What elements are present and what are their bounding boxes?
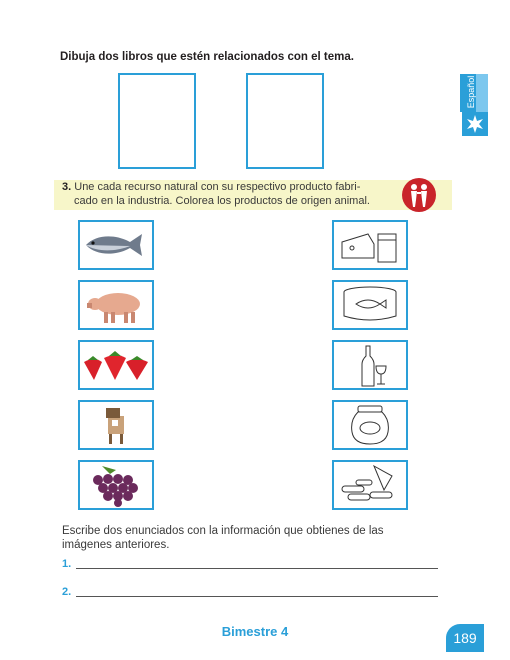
cow-icon [80,402,152,448]
strawberries-box[interactable] [78,340,154,390]
instruction-books: Dibuja dos libros que estén relacionados con el tema. [60,51,354,63]
page-number: 189 [446,624,484,652]
footer-bimestre: Bimestre 4 [221,624,289,639]
pig-icon [80,282,152,328]
wine-box[interactable] [332,340,408,390]
team-work-icon [402,178,436,212]
strawberries-icon [80,342,152,388]
answer-line-2[interactable] [76,596,438,597]
canned-fish-icon [334,282,406,328]
sausages-box[interactable] [332,460,408,510]
answer-line-1[interactable] [76,568,438,569]
side-tab-label: Español [466,75,476,109]
grapes-box[interactable] [78,460,154,510]
answer-label-1: 1. [62,558,72,570]
subject-logo-icon [462,112,488,136]
cheese-milk-box[interactable] [332,220,408,270]
cheese-milk-icon [334,222,406,268]
book-drawing-box-2[interactable] [246,73,324,169]
grapes-icon [80,462,152,508]
canned-fish-box[interactable] [332,280,408,330]
wine-icon [334,342,406,388]
jam-jar-icon [334,402,406,448]
sausages-icon [334,462,406,508]
jam-jar-box[interactable] [332,400,408,450]
question-3-text [62,181,402,208]
answer-label-2: 2. [62,586,72,598]
question-3-number: 3. [62,181,72,193]
question-3-line-1: Une cada recurso natural con su respectivo producto fabri- [74,181,361,193]
pig-box[interactable] [78,280,154,330]
fish-box[interactable] [78,220,154,270]
question-3-line-2: cado en la industria. Colorea los productos de origen animal. [74,194,370,207]
cow-box[interactable] [78,400,154,450]
fish-icon [80,222,152,268]
write-instruction: Escribe dos enunciados con la información que obtienes de las imágenes anteriores. [62,525,384,551]
book-drawing-box-1[interactable] [118,73,196,169]
